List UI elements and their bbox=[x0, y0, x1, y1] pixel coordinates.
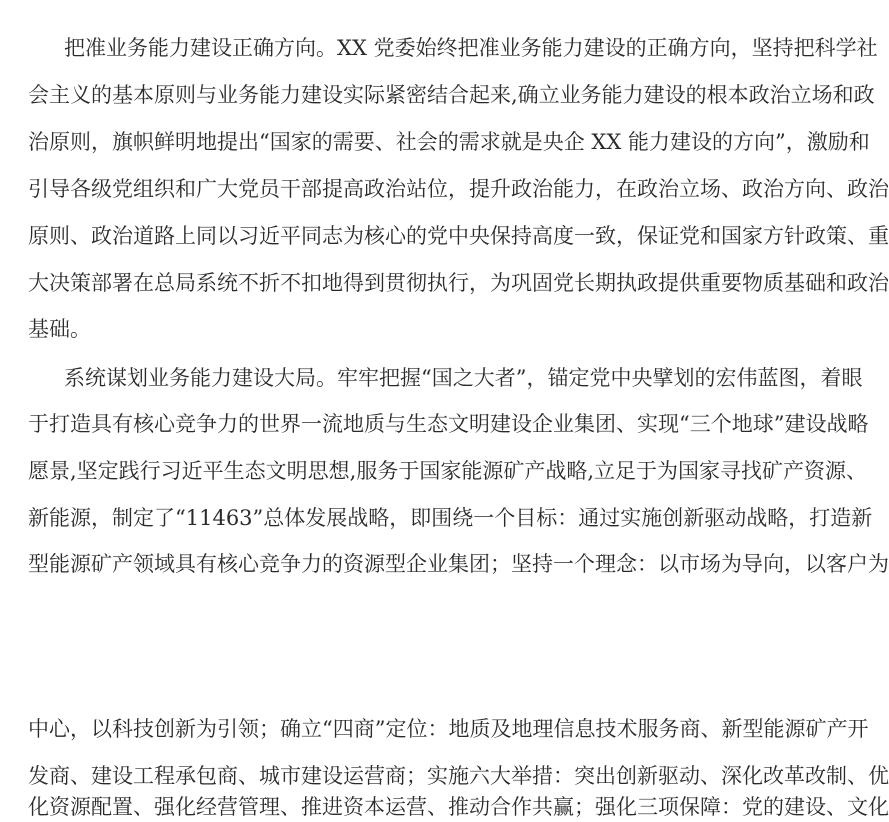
text-line: 发商、建设工程承包商、城市建设运营商；实施六大举措：突出创新驱动、深化改革改制、优 bbox=[28, 764, 889, 788]
text-line: 治原则，旗帜鲜明地提出“国家的需要、社会的需求就是央企 XX 能力建设的方向”，激励和 bbox=[28, 130, 870, 154]
text-line: 化资源配置、强化经营管理、推进资本运营、推动合作共赢；强化三项保障：党的建设、文化 bbox=[28, 795, 889, 819]
text-line: 会主义的基本原则与业务能力建设实际紧密结合起来,确立业务能力建设的根本政治立场和政 bbox=[28, 83, 875, 107]
text-line: 把准业务能力建设正确方向。XX 党委始终把准业务能力建设的正确方向，坚持把科学社 bbox=[64, 36, 878, 60]
text-line: 系统谋划业务能力建设大局。牢牢把握“国之大者”，锚定党中央擘划的宏伟蓝图，着眼 bbox=[64, 366, 863, 390]
text-line: 中心，以科技创新为引领；确立“四商”定位：地质及地理信息技术服务商、新型能源矿产开 bbox=[28, 717, 869, 741]
text-line: 引导各级党组织和广大党员干部提高政治站位，提升政治能力，在政治立场、政治方向、政治 bbox=[28, 177, 889, 201]
text-line: 基础。 bbox=[28, 317, 91, 341]
text-line: 大决策部署在总局系统不折不扣地得到贯彻执行，为巩固党长期执政提供重要物质基础和政治 bbox=[28, 271, 889, 295]
text-line: 愿景,坚定践行习近平生态文明思想,服务于国家能源矿产战略,立足于为国家寻找矿产资源、 bbox=[28, 459, 868, 483]
text-line: 新能源，制定了“11463”总体发展战略，即围绕一个目标：通过实施创新驱动战略，打造新 bbox=[28, 506, 873, 530]
text-line: 于打造具有核心竞争力的世界一流地质与生态文明建设企业集团、实现“三个地球”建设战略 bbox=[28, 412, 869, 436]
text-line: 型能源矿产领域具有核心竞争力的资源型企业集团；坚持一个理念：以市场为导向，以客户为 bbox=[28, 552, 889, 576]
text-line: 原则、政治道路上同以习近平同志为核心的党中央保持高度一致，保证党和国家方针政策、重 bbox=[28, 224, 889, 248]
